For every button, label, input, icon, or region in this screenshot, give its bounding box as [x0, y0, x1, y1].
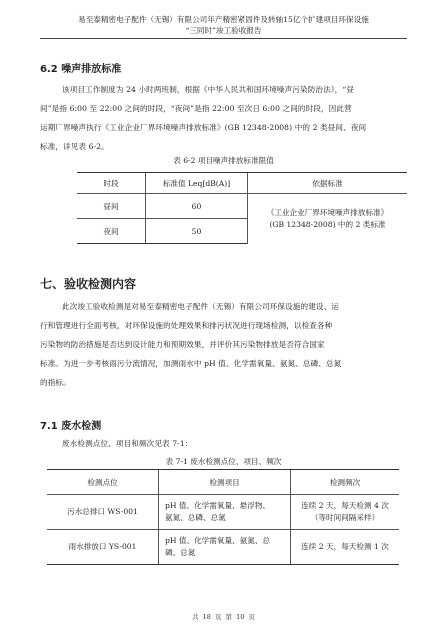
- table-row: [47, 530, 399, 565]
- freq-line1: 连续 2 天，每天检测 1 次: [301, 542, 389, 551]
- cell-value: 50: [146, 219, 248, 244]
- section-6-2-heading: 6.2 噪声排放标准: [40, 64, 122, 75]
- footer-page-unit2: 页: [248, 613, 255, 621]
- footer-current-label: 第: [225, 613, 233, 621]
- noise-standard-table: [77, 172, 407, 244]
- paragraph-line: 运期厂界噪声执行《工业企业厂界环境噪声排放标准》(GB 12348-2008) 中的 2 类昼间、夜间: [40, 123, 367, 132]
- cell-period: 夜间: [77, 219, 146, 244]
- footer-current-page: 10: [236, 613, 245, 621]
- section-6-2-paragraph: [40, 80, 410, 156]
- cell-frequency: [291, 530, 400, 565]
- basis-line2: (GB 12348-2008) 中的 2 类标准: [269, 219, 386, 229]
- table-header-row: [77, 173, 407, 194]
- table-7-1-caption: 表 7-1 废水检测点位、项目、频次: [165, 457, 282, 466]
- column-header-point: 检测点位: [47, 470, 159, 495]
- column-header-value: 标准值 Leq[dB(A)]: [146, 173, 248, 194]
- section-7-1-intro: [62, 434, 410, 453]
- paragraph-line: 的指标。: [40, 378, 71, 387]
- cell-value: 60: [146, 194, 248, 219]
- wastewater-monitoring-table: [47, 469, 399, 565]
- page-footer: [0, 612, 447, 621]
- section-7-heading: 七、验收检测内容: [40, 277, 137, 291]
- items-line1: pH 值、化学需氧量、氨氮、总: [165, 536, 271, 545]
- header-divider: [40, 38, 407, 39]
- table-row: [77, 194, 407, 219]
- paragraph-line: 标准，详见表 6-2。: [40, 142, 109, 151]
- document-header: [40, 14, 407, 36]
- cell-point: 雨水排放口 YS-001: [47, 530, 159, 565]
- column-header-period: 时段: [77, 173, 146, 194]
- items-line2: 磷、总氮: [165, 548, 196, 557]
- header-title-line2: “三同时”竣工验收报告: [185, 26, 262, 35]
- paragraph-line: 此次竣工验收检测是对易至泰精密电子配件（无锡）有限公司环保设施的建设、运: [62, 302, 339, 311]
- cell-items: [159, 530, 291, 565]
- cell-basis: [248, 194, 408, 244]
- items-line1: pH 值、化学需氧量、悬浮物、: [165, 501, 271, 510]
- items-line2: 氨氮、总磷、总氮: [165, 513, 226, 522]
- cell-frequency: [291, 495, 400, 530]
- column-header-basis: 依据标准: [248, 173, 408, 194]
- column-header-items: 检测项目: [159, 470, 291, 495]
- freq-line1: 连续 2 天，每天检测 4 次: [301, 501, 389, 510]
- cell-point: 污水总排口 WS-001: [47, 495, 159, 530]
- column-header-frequency: 检测频次: [291, 470, 400, 495]
- cell-items: [159, 495, 291, 530]
- footer-total-pages: 18: [202, 613, 211, 621]
- basis-line1: 《工业企业厂界环境噪声排放标准》: [266, 207, 389, 217]
- footer-page-unit: 页: [214, 613, 222, 621]
- footer-total-label: 共: [192, 613, 199, 621]
- paragraph-line: 间”是指 6:00 至 22:00 之间的时段，“夜间”是指 22:00 至次日 6:00 之间的时段，因此营: [40, 104, 352, 113]
- table-header-row: [47, 470, 399, 495]
- paragraph-line: 标准。为进一步考核雨污分流情况，加测雨水中 pH 值、化学需氧量、氨氮、总磷、总氮: [40, 359, 342, 368]
- paragraph-line: 行和管理进行全面考核，对环保设施的处理效果和排污状况进行现场检测，以检查各种: [40, 321, 333, 330]
- header-title-line1: 易至泰精密电子配件（无锡）有限公司年产精密紧固件及转轴15亿个扩建项目环保设施: [78, 15, 369, 24]
- table-row: [47, 495, 399, 530]
- section-7-1-heading: 7.1 废水检测: [40, 421, 102, 432]
- freq-line2: （等时间间隔采样）: [310, 513, 380, 522]
- paragraph-line: 污染物的防治措施是否达到设计能力和预期效果，并评价其污染物排放是否符合国家: [40, 340, 325, 349]
- paragraph-line: 该项目工作制度为 24 小时两班制，根据《中华人民共和国环境噪声污染防治法》，“昼: [62, 85, 355, 94]
- section-7-paragraph: [40, 297, 410, 392]
- intro-line: 废水检测点位、项目和频次见表 7-1：: [62, 439, 193, 448]
- table-6-2-caption: 表 6-2 项目噪声排放标准限值: [173, 156, 274, 165]
- cell-period: 昼间: [77, 194, 146, 219]
